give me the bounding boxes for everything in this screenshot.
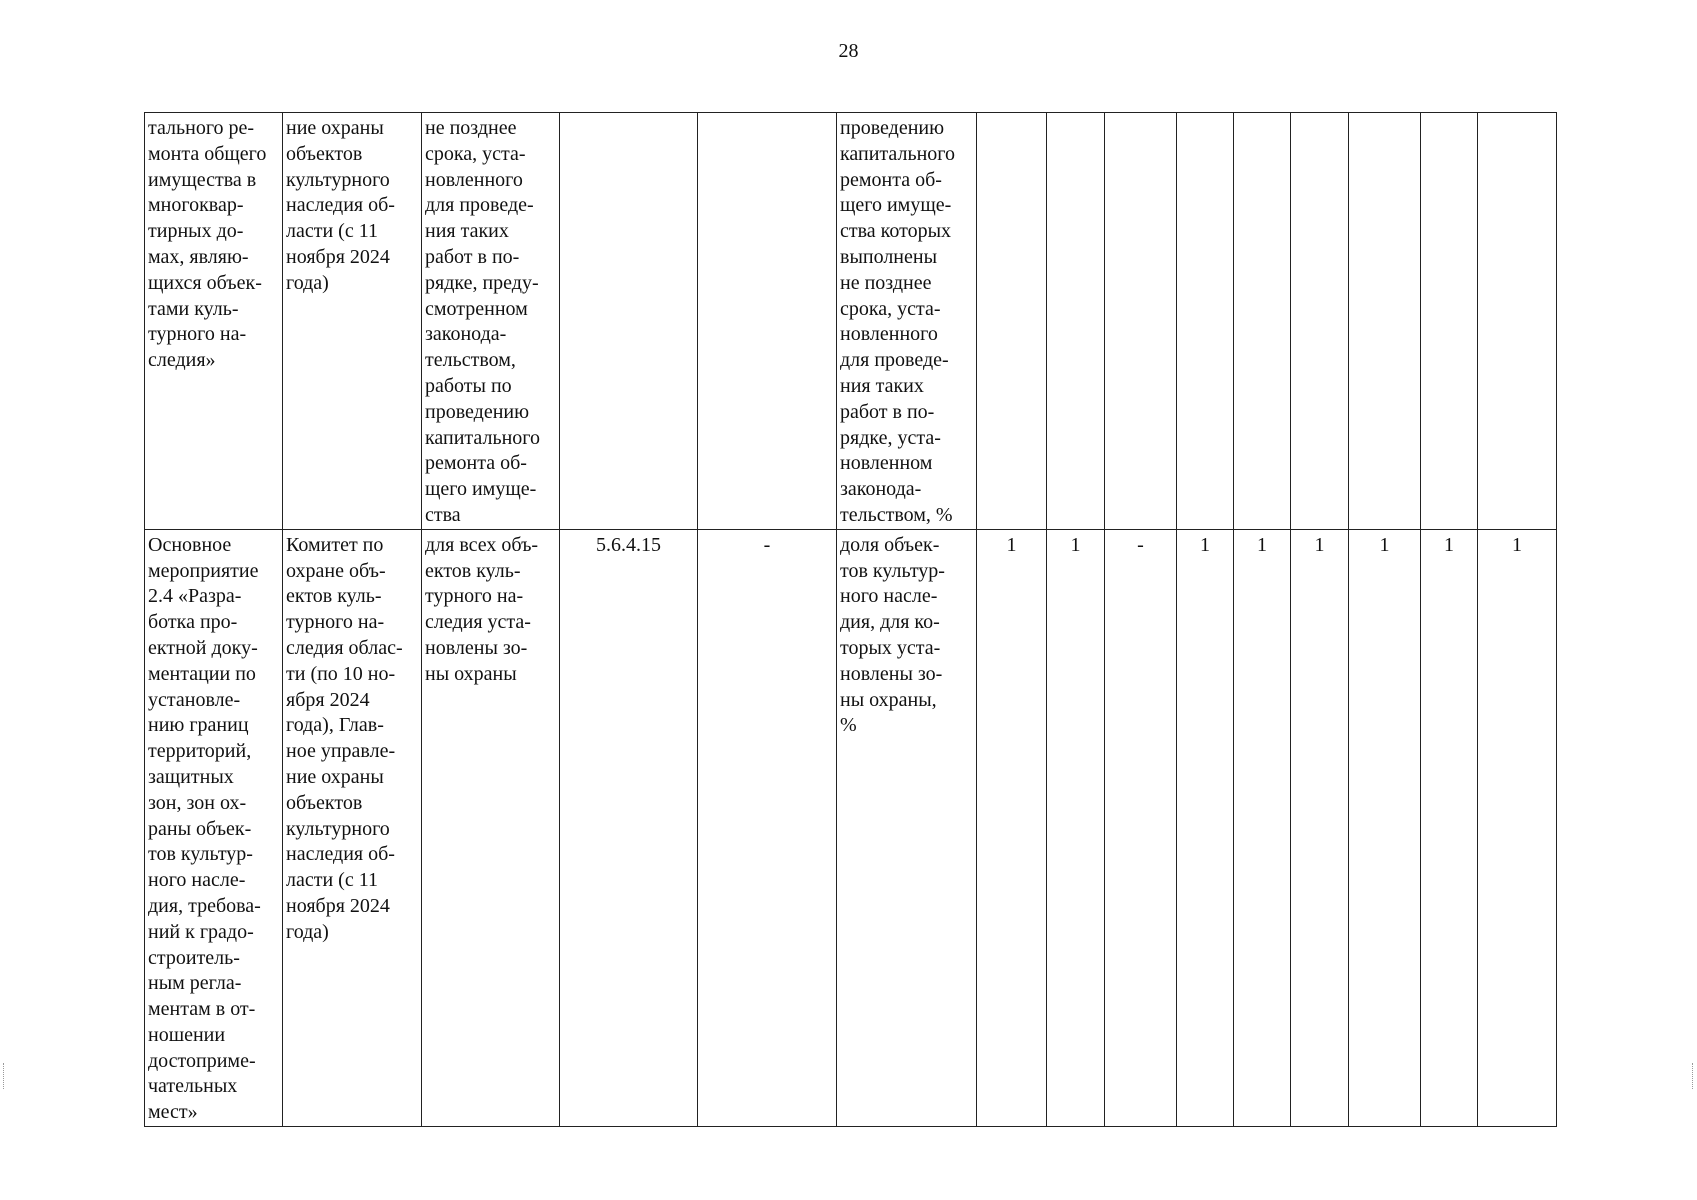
table-row [145, 529, 1557, 1126]
value-cell [977, 113, 1047, 530]
executor-text: ние охраны объектов культурного наследия об- ласти (с 11 ноября 2024 года) [286, 117, 395, 294]
program-table [144, 112, 1557, 1127]
value-cell [1478, 113, 1557, 530]
value-cell [1105, 113, 1177, 530]
measure-text: Основное мероприятие 2.4 «Разра- ботка про- ектной доку- ментации по установле- нию границ территорий, защитных зон, зон ох- раны объек- тов культур- ного насле- дия, требова- ний к градо- строитель- ным регла- ментам в от- ношении достоприме- чательных мест» [148, 533, 261, 1124]
result-cell [422, 113, 560, 530]
value-cell [1234, 113, 1291, 530]
extra-cell: - [698, 529, 837, 1126]
right-margin-mark [1692, 1063, 1694, 1089]
left-margin-mark [3, 1063, 5, 1089]
value-cell [1047, 113, 1105, 530]
value-cell: - [1105, 529, 1177, 1126]
value-cell: 1 [977, 529, 1047, 1126]
measure-text: тального ре- монта общего имущества в многоквар- тирных до- мах, являю- щихся объек- тами куль- турного на- следия» [148, 117, 267, 372]
value-cell: 1 [1234, 529, 1291, 1126]
result-cell [422, 529, 560, 1126]
indicator-cell [837, 113, 977, 530]
value-cell: 1 [1177, 529, 1234, 1126]
value-cell [1177, 113, 1234, 530]
code-cell: 5.6.4.15 [560, 529, 698, 1126]
indicator-text: доля объек- тов культур- ного насле- дия, для ко- торых уста- новлены зо- ны охраны, % [840, 533, 945, 737]
indicator-text: проведению капитального ремонта об- щего имуще- ства которых выполнены не позднее срока, уста- новленного для проведе- ния таких работ в по- рядке, уста- новленном законода- тельством, % [840, 117, 955, 526]
code-cell [560, 113, 698, 530]
value-cell [1349, 113, 1421, 530]
value-cell: 1 [1047, 529, 1105, 1126]
extra-cell [698, 113, 837, 530]
measure-cell [145, 529, 283, 1126]
measure-cell [145, 113, 283, 530]
executor-cell [283, 113, 422, 530]
result-text: не позднее срока, уста- новленного для проведе- ния таких работ в по- рядке, преду- смотренном законода- тельством, работы по проведению капитального ремонта об- щего имуще- ства [425, 117, 540, 526]
page-number: 28 [838, 40, 859, 62]
value-cell: 1 [1349, 529, 1421, 1126]
executor-text: Комитет по охране объ- ектов куль- турного на- следия облас- ти (по 10 но- ября 2024 года), Глав- ное управле- ние охраны объектов культурного наследия об- ласти (с 11 ноября 2024 года) [286, 533, 403, 943]
value-cell [1421, 113, 1478, 530]
value-cell: 1 [1478, 529, 1557, 1126]
executor-cell [283, 529, 422, 1126]
indicator-cell [837, 529, 977, 1126]
result-text: для всех объ- ектов куль- турного на- следия уста- новлены зо- ны охраны [425, 533, 539, 685]
value-cell [1291, 113, 1349, 530]
table-row [145, 113, 1557, 530]
value-cell: 1 [1291, 529, 1349, 1126]
value-cell: 1 [1421, 529, 1478, 1126]
